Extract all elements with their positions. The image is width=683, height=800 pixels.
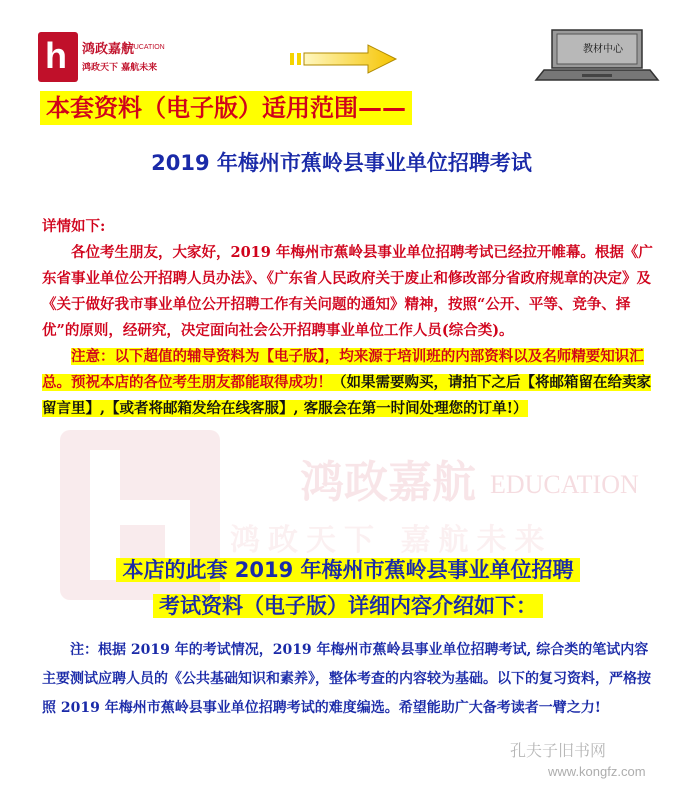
store-title (68, 552, 628, 624)
notice-paragraph (42, 344, 658, 422)
purchase-instructions: （如果需要购买，请拍下之后【将邮箱留在给卖家留言里】,【或者将邮箱发给在线客服】, 客服会在第一时间处理您的订单!） (42, 374, 651, 417)
site-watermark: 孔夫子旧书网 (510, 741, 607, 760)
note-paragraph: 注：根据 2019 年的考试情况，2019 年梅州市蕉岭县事业单位招聘考试, 综合类的笔试内容主要测试应聘人员的《公共基础知识和素养》，整体考查的内容较为基础。以下的复习资料，严格按照 2019 年梅州市蕉岭县事业单位招聘考试的难度编选。希望能助广大备考读者一臂之力! (42, 642, 651, 716)
logo-letter: h (45, 35, 67, 76)
detail-paragraph: 各位考生朋友，大家好，2019 年梅州市蕉岭县事业单位招聘考试已经拉开帷幕。根据《广东省事业单位公开招聘人员办法》、《广东省人民政府关于废止和修改部分省政府规章的决定》及《关于做好我市事业单位公开招聘工作有关问题的通知》精神，按照“公开、平等、竞争、择优”的原则，经研究，决定面向社会公开招聘事业单位工作人员(综合类)。 (42, 244, 653, 339)
logo-badge (38, 32, 78, 82)
site-watermark-url: www.kongfz.com (548, 764, 646, 779)
right-arrow-icon (290, 44, 400, 74)
logo-slogan: 鸿政天下 嘉航未来 (82, 63, 158, 73)
detail-section (42, 214, 658, 422)
store-title-line1: 本店的此套 2019 年梅州市蕉岭县事业单位招聘 (116, 558, 579, 582)
notice-text: 注意：以下超值的辅导资料为【电子版】，均来源于培训班的内部资料以及名师精要知识汇总。预祝本店的各位考生朋友都能取得成功！ (42, 348, 644, 391)
scope-title: 本套资料（电子版）适用范围—— (40, 91, 412, 125)
logo-name: 鸿政嘉航 (82, 42, 135, 57)
watermark-text: 鸿政嘉航 (300, 457, 476, 508)
laptop-icon (532, 28, 662, 84)
watermark-slogan: 鸿政天下 嘉航未来 (230, 523, 553, 558)
store-title-line2: 考试资料（电子版）详细内容介绍如下： (153, 594, 543, 618)
watermark-edu: EDUCATION (490, 470, 639, 499)
laptop-label: 教材中心 (583, 44, 623, 55)
note-section (42, 636, 658, 723)
page-title: 2019 年梅州市蕉岭县事业单位招聘考试 (151, 151, 532, 175)
detail-heading: 详情如下: (42, 218, 106, 235)
logo-edu-text: EDUCATION (124, 44, 165, 51)
